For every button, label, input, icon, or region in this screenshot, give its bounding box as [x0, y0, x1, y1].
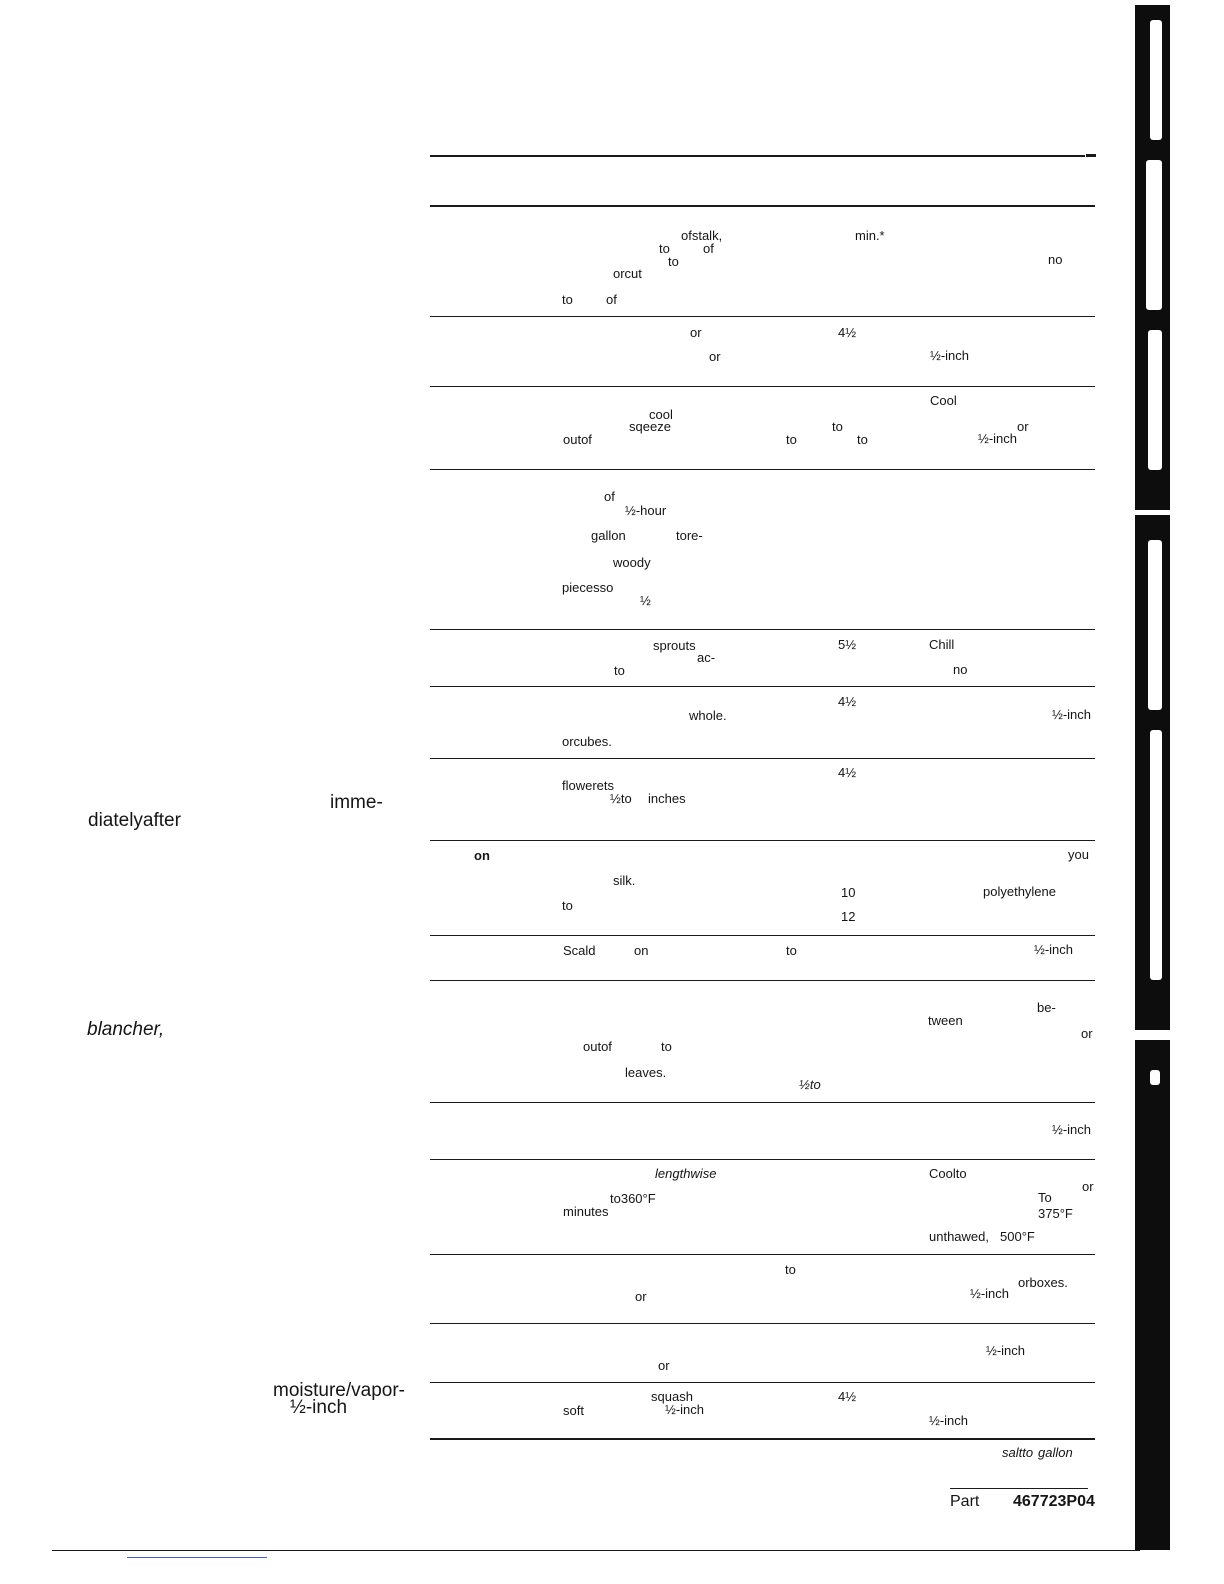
row-divider [430, 758, 1095, 759]
table-text: 375°F [1038, 1206, 1073, 1221]
table-text: To [1038, 1190, 1052, 1205]
row-divider [430, 980, 1095, 981]
table-text: orcut [613, 266, 642, 281]
table-text: Scald [563, 943, 596, 958]
table-text: to [562, 292, 573, 307]
table-text: Cool [930, 393, 957, 408]
table-text: 5½ [838, 637, 857, 652]
table-text: sqeeze [629, 419, 671, 434]
table-text: no [953, 662, 968, 677]
table-text: Chill [929, 637, 955, 652]
part-label: Part [950, 1493, 980, 1510]
side-tab-lettering [1148, 540, 1162, 710]
left-column-text: ½-inch [290, 1397, 348, 1418]
table-text: orcubes. [562, 734, 612, 749]
table-text: you [1068, 847, 1089, 862]
table-text: Coolto [929, 1166, 967, 1181]
table-text: outof [563, 432, 592, 447]
row-divider [430, 1323, 1095, 1324]
row-divider [430, 840, 1095, 841]
table-text: ac- [697, 650, 716, 665]
table-text: 12 [841, 909, 856, 924]
row-divider [430, 1102, 1095, 1103]
row-divider [430, 1159, 1095, 1160]
table-text: ½-inch [665, 1402, 705, 1417]
table-text: to [785, 1262, 796, 1277]
table-text: ½ [640, 593, 651, 608]
left-column-text: blancher, [87, 1019, 165, 1040]
left-column-text: diatelyafter [88, 810, 181, 831]
table-text: 4½ [838, 765, 857, 780]
table-text: unthawed, [929, 1229, 989, 1244]
part-number-rule [950, 1488, 1088, 1489]
table-text: to [562, 898, 573, 913]
table-top-rule [430, 155, 1085, 157]
table-text: leaves. [625, 1065, 667, 1080]
table-text: polyethylene [983, 884, 1056, 899]
side-tab-band [1135, 1040, 1170, 1550]
table-text: to [857, 432, 868, 447]
table-text: or [1081, 1026, 1093, 1041]
table-text: to [668, 254, 679, 269]
table-bottom-rule [430, 1438, 1095, 1440]
left-column-text: moisture/vapor- [273, 1380, 405, 1401]
table-text: of [606, 292, 617, 307]
table-text: ofstalk, [681, 228, 723, 243]
left-column-text: imme- [330, 792, 383, 813]
table-text: to [786, 943, 797, 958]
side-tab-lettering [1150, 730, 1162, 980]
table-text: min.* [855, 228, 885, 243]
row-divider [430, 316, 1095, 317]
part-number: 467723P04 [1013, 1493, 1095, 1510]
table-text: cool [649, 407, 673, 422]
table-text: 4½ [838, 325, 857, 340]
table-text: to [786, 432, 797, 447]
table-text: or [658, 1358, 670, 1373]
table-text: inches [648, 791, 686, 806]
side-tab-lettering [1150, 20, 1162, 140]
row-divider [430, 629, 1095, 630]
table-text: ½-inch [978, 431, 1018, 446]
row-divider [430, 1382, 1095, 1383]
table-text: or [1017, 419, 1029, 434]
table-text: 4½ [838, 694, 857, 709]
table-text: sprouts [653, 638, 696, 653]
page-bottom-rule [52, 1550, 1140, 1551]
table-text: gallon [591, 528, 626, 543]
table-text: no [1048, 252, 1063, 267]
table-text: or [635, 1289, 647, 1304]
table-text: ½-inch [1052, 1122, 1092, 1137]
table-text: of [604, 489, 615, 504]
table-header-rule [430, 205, 1095, 207]
row-divider [430, 386, 1095, 387]
table-text: of [703, 241, 714, 256]
table-text: on [474, 848, 490, 863]
table-text: ½-hour [625, 503, 667, 518]
table-text: lengthwise [655, 1166, 717, 1181]
table-text: 500°F [1000, 1229, 1035, 1244]
table-text: be- [1037, 1000, 1056, 1015]
table-text: minutes [563, 1204, 609, 1219]
table-text: orboxes. [1018, 1275, 1068, 1290]
table-text: woody [613, 555, 651, 570]
row-divider [430, 1254, 1095, 1255]
side-tab-lettering [1150, 1070, 1160, 1085]
row-divider [430, 469, 1095, 470]
table-text: or [690, 325, 702, 340]
table-text: outof [583, 1039, 612, 1054]
row-divider [430, 686, 1095, 687]
table-text: flowerets [562, 778, 615, 793]
table-text: ½-inch [1034, 942, 1074, 957]
table-text: or [709, 349, 721, 364]
table-text: tore- [676, 528, 703, 543]
table-text: tween [928, 1013, 963, 1028]
table-text: ½-inch [930, 348, 970, 363]
table-text: ½-inch [929, 1413, 969, 1428]
table-top-rule-dash [1086, 154, 1096, 157]
table-text: to360°F [610, 1191, 656, 1206]
table-text: to [661, 1039, 672, 1054]
table-text: silk. [613, 873, 636, 888]
table-text: whole. [689, 708, 727, 723]
blue-underline [127, 1557, 267, 1558]
footnote-text: gallon [1038, 1445, 1073, 1460]
table-text: ½-inch [986, 1343, 1026, 1358]
footnote-text: saltto [1002, 1445, 1034, 1460]
table-text: on [634, 943, 649, 958]
table-text: squash [651, 1389, 693, 1404]
side-tab-lettering [1148, 330, 1162, 470]
table-text: ½-inch [1052, 707, 1092, 722]
table-text: to [832, 419, 843, 434]
table-text: 4½ [838, 1389, 857, 1404]
table-text: soft [563, 1403, 584, 1418]
row-divider [430, 935, 1095, 936]
table-text: ½to [799, 1077, 821, 1092]
table-text: 10 [841, 885, 856, 900]
table-text: ½to [610, 791, 632, 806]
table-text: to [659, 241, 670, 256]
table-text: piecesso [562, 580, 614, 595]
side-tab-lettering [1146, 160, 1162, 310]
table-text: or [1082, 1179, 1094, 1194]
table-text: ½-inch [970, 1286, 1010, 1301]
table-text: to [614, 663, 625, 678]
